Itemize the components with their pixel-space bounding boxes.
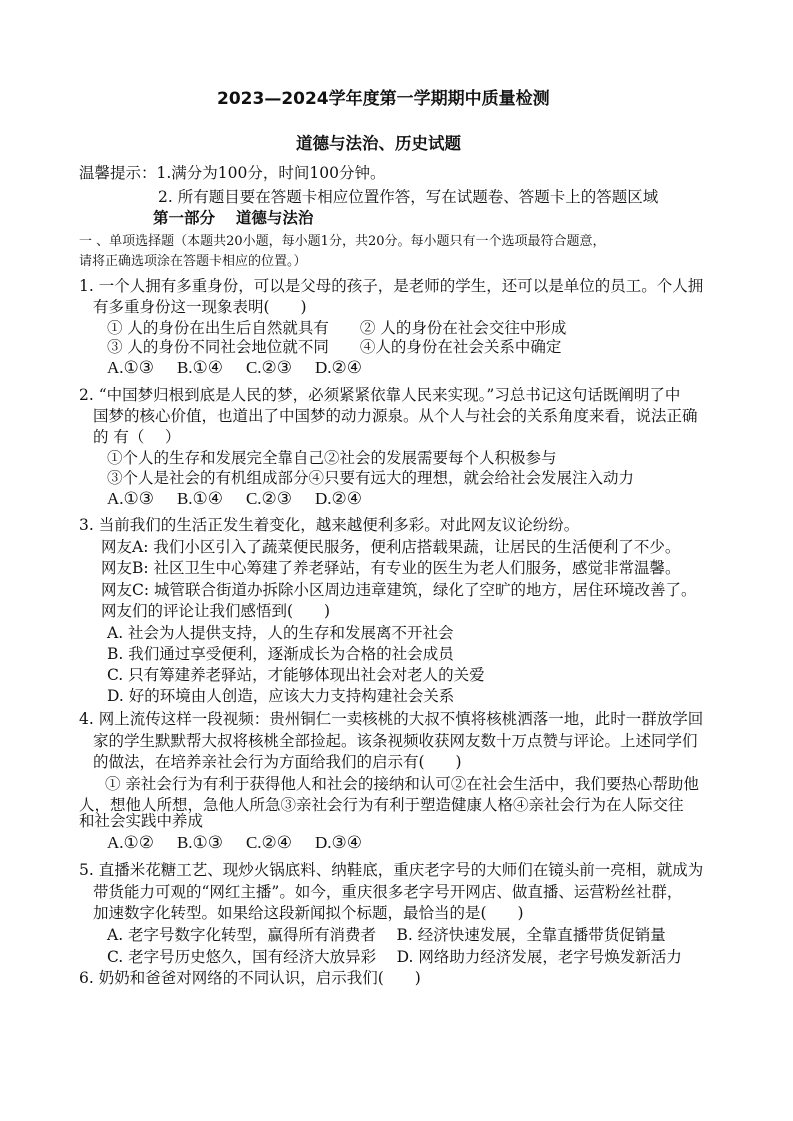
q3-option-a: A. 社会为人提供支持，人的生存和发展离不开社会	[107, 624, 454, 642]
q2-stem-2: 国梦的核心价值，也道出了中国梦的动力源泉。从个人与社会的关系角度来看，说法正确	[93, 407, 698, 425]
q5-options-ab: A. 老字号数字化转型，赢得所有消费者 B. 经济快速发展，全靠直播带货促销量	[107, 926, 666, 944]
q4-item-2: 人，想他人所想，急他人所急③亲社会行为有利于塑造健康人格④亲社会行为在人际交往	[79, 796, 684, 814]
q1-option-a: A.①③	[107, 358, 155, 377]
q4-options	[107, 833, 380, 853]
q1-stem-2: 有多重身份这一现象表明( )	[93, 298, 307, 316]
q4-stem-2: 家的学生默默帮大叔将核桃全部捡起。该条视频收获网友数十万点赞与评论。上述同学们	[93, 732, 698, 750]
q4-item-1: ① 亲社会行为有利于获得他人和社会的接纳和认可②在社会生活中，我们要热心帮助他	[105, 775, 699, 793]
q1-option-b: B.①④	[176, 358, 224, 377]
section-instruction-2: 请将正确选项涂在答题卡相应的位置。）	[79, 254, 307, 269]
section-instruction-1: 一 、单项选择题（本题共20小题，每小题1分，共20分。每小题只有一个选项最符合题意，	[79, 234, 606, 249]
q2-option-d: D.②④	[314, 489, 362, 508]
q5-stem-2: 带货能力可观的“网红主播”。如今，重庆很多老字号开网店、做直播、运营粉丝社群，	[93, 883, 683, 901]
q1-item-2: ③ 人的身份不同社会地位就不同 ④人的身份在社会关系中确定	[107, 338, 562, 356]
tips-line-1: 温馨提示：1.满分为100分，时间100分钟。	[79, 164, 386, 182]
q2-stem-1: 2. “中国梦归根到底是人民的梦，必须紧紧依靠人民来实现。”习总书记这句话既阐明了中	[79, 386, 681, 404]
q2-option-c: C.②③	[245, 489, 293, 508]
part-heading: 第一部分 道德与法治	[153, 209, 314, 227]
q4-option-c: C.②④	[245, 833, 293, 852]
q4-option-b: B.①③	[176, 833, 224, 852]
q6-stem-1: 6. 奶奶和爸爸对网络的不同认识，启示我们( )	[79, 969, 421, 987]
page-title: 2023—2024学年度第一学期期中质量检测	[217, 89, 550, 109]
q1-option-c: C.②③	[245, 358, 293, 377]
q2-option-a: A.①③	[107, 489, 155, 508]
q2-options	[107, 489, 380, 509]
q2-item-2: ③个人是社会的有机组成部分④只要有远大的理想，就会给社会发展注入动力	[107, 469, 635, 487]
q4-option-a: A.①②	[107, 833, 155, 852]
q5-options-cd: C. 老字号历史悠久，国有经济大放异彩 D. 网络助力经济发展，老字号焕发新活力	[107, 948, 682, 966]
q4-stem-1: 4. 网上流传这样一段视频：贵州铜仁一卖核桃的大叔不慎将核桃洒落一地，此时一群放学回	[79, 710, 704, 728]
q1-option-d: D.②④	[314, 358, 362, 377]
q4-stem-3: 的做法，在培养亲社会行为方面给我们的启示有( )	[93, 753, 462, 771]
q3-stem-2: 网友们的评论让我们感悟到( )	[101, 602, 331, 620]
q4-item-3: 和社会实践中养成	[79, 812, 204, 830]
q2-stem-3: 的 有（ ）	[93, 428, 181, 446]
q5-stem-1: 5. 直播米花糖工艺、现炒火锅底料、纳鞋底，重庆老字号的大师们在镜头前一亮相，就成为	[79, 861, 704, 879]
q5-stem-3: 加速数字化转型。如果给这段新闻拟个标题，最恰当的是( )	[93, 904, 524, 922]
q3-comment-c: 网友C: 城管联合街道办拆除小区周边违章建筑，绿化了空旷的地方，居住环境改善了。	[101, 581, 697, 599]
tips-line-2: 2. 所有题目要在答题卡相应位置作答，写在试题卷、答题卡上的答题区域	[158, 188, 659, 206]
q2-item-1: ①个人的生存和发展完全靠自己②社会的发展需要每个人积极参与	[107, 449, 557, 467]
q3-option-b: B. 我们通过享受便利，逐渐成长为合格的社会成员	[107, 645, 454, 663]
q1-item-1: ① 人的身份在出生后自然就具有 ② 人的身份在社会交往中形成	[107, 319, 567, 337]
q3-stem-1: 3. 当前我们的生活正发生着变化，越来越便利多彩。对此网友议论纷纷。	[79, 516, 580, 534]
q2-option-b: B.①④	[176, 489, 224, 508]
q3-comment-b: 网友B: 社区卫生中心筹建了养老驿站，有专业的医生为老人们服务，感觉非常温馨。	[101, 559, 681, 577]
q3-comment-a: 网友A: 我们小区引入了蔬菜便民服务，便利店搭载果蔬，让居民的生活便利了不少。	[101, 538, 681, 556]
q1-stem-1: 1. 一个人拥有多重身份，可以是父母的孩子，是老师的学生，还可以是单位的员工。个人拥	[79, 277, 704, 295]
page-subtitle: 道德与法治、历史试题	[296, 134, 461, 153]
q1-options	[107, 358, 380, 378]
q3-option-d: D. 好的环境由人创造，应该大力支持构建社会关系	[107, 687, 455, 705]
q3-option-c: C. 只有筹建养老驿站，才能够体现出社会对老人的关爱	[107, 666, 485, 684]
q4-option-d: D.③④	[314, 833, 362, 852]
